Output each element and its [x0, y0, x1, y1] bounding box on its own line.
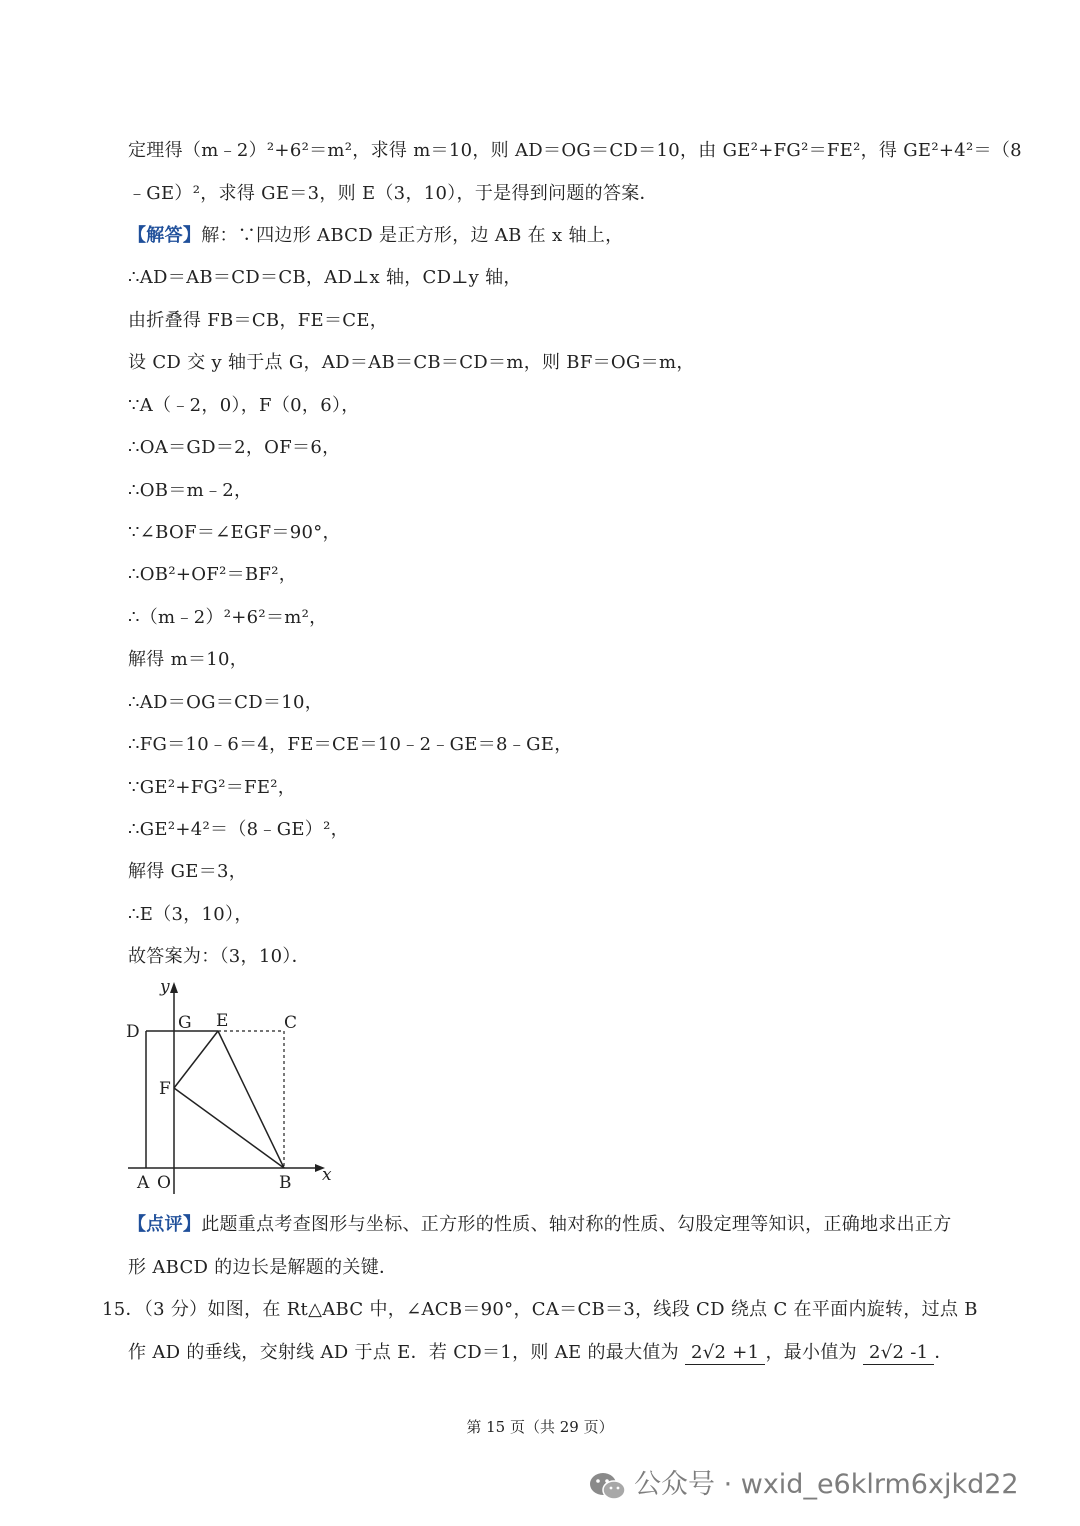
answer-text: 解：∵四边形 ABCD 是正方形，边 AB 在 x 轴上， [201, 225, 624, 246]
y-axis-arrow [170, 982, 178, 993]
geometry-figure [120, 976, 350, 1196]
question-text: 作 AD 的垂线，交射线 AD 于点 E．若 CD＝1，则 AE 的最大值为 [128, 1342, 679, 1363]
solution-line: ∴AD＝OG＝CD＝10， [128, 692, 324, 713]
solution-line: ∴OB＝m﹣2， [128, 480, 253, 501]
label-y: y [160, 977, 170, 997]
page-footer: 第 15 页（共 29 页） [466, 1418, 614, 1436]
answer-blank-max: 2√2 +1 [685, 1342, 765, 1365]
solution-line: ∵∠BOF＝∠EGF＝90°， [128, 522, 341, 543]
question-15-line: 15．（3 分）如图，在 Rt△ABC 中，∠ACB＝90°，CA＝CB＝3，线段 CD 绕点 C 在平面内旋转，过点 B [102, 1299, 978, 1320]
solution-line: ∴FG＝10﹣6＝4，FE＝CE＝10﹣2﹣GE＝8﹣GE， [128, 734, 573, 755]
watermark-text: 公众号 · wxid_e6klrm6xjkd22 [634, 1469, 1019, 1500]
comment-line [128, 1214, 952, 1236]
watermark [588, 1462, 1019, 1501]
label-c: C [284, 1013, 298, 1033]
solution-line: ∵GE²+FG²＝FE²， [128, 777, 297, 798]
comment-line: 形 ABCD 的边长是解题的关键． [128, 1257, 398, 1278]
label-b: B [279, 1173, 292, 1193]
comment-text: 此题重点考查图形与坐标、正方形的性质、轴对称的性质、勾股定理等知识，正确地求出正方 [201, 1214, 952, 1235]
solution-line: 解得 GE＝3， [128, 861, 248, 882]
solution-line: ∴E（3，10）， [128, 904, 253, 925]
label-o: O [157, 1173, 171, 1193]
answer-line [128, 225, 623, 247]
answer-tag: 【解答】 [128, 225, 202, 246]
segment-eb [218, 1031, 284, 1168]
solution-line: ∵A（﹣2，0），F（0，6）， [128, 395, 360, 416]
question-text: ． [934, 1342, 953, 1363]
solution-line: 定理得（m﹣2）²+6²＝m²，求得 m＝10，则 AD＝OG＝CD＝10，由 GE²+FG²＝FE²，得 GE²+4²＝（8 [128, 140, 1022, 161]
wechat-icon [588, 1471, 628, 1501]
label-d: D [126, 1022, 140, 1042]
solution-line: ∴AD＝AB＝CD＝CB，AD⊥x 轴，CD⊥y 轴， [128, 267, 522, 288]
solution-line: ∴（m﹣2）²+6²＝m²， [128, 607, 328, 628]
label-f: F [159, 1079, 171, 1099]
label-e: E [216, 1011, 229, 1031]
comment-tag: 【点评】 [128, 1214, 202, 1235]
solution-line: 由折叠得 FB＝CB，FE＝CE， [128, 310, 389, 331]
solution-line: ∴OA＝GD＝2，OF＝6， [128, 437, 341, 458]
segment-fe [174, 1031, 218, 1088]
solution-line: ﹣GE）²，求得 GE＝3，则 E（3，10），于是得到问题的答案． [128, 183, 658, 204]
segment-fb [174, 1088, 284, 1168]
solution-line: ∴OB²+OF²＝BF²， [128, 564, 298, 585]
solution-line: ∴GE²+4²＝（8﹣GE）²， [128, 819, 349, 840]
label-a: A [137, 1173, 150, 1193]
solution-line: 设 CD 交 y 轴于点 G，AD＝AB＝CB＝CD＝m，则 BF＝OG＝m， [128, 352, 695, 373]
question-15-line [128, 1342, 953, 1365]
answer-blank-min: 2√2 -1 [863, 1342, 934, 1365]
solution-line: 故答案为：（3，10）． [128, 946, 310, 967]
label-x: x [322, 1165, 332, 1185]
solution-line: 解得 m＝10， [128, 649, 249, 670]
label-g: G [178, 1013, 192, 1033]
question-text: ，最小值为 [765, 1342, 857, 1363]
